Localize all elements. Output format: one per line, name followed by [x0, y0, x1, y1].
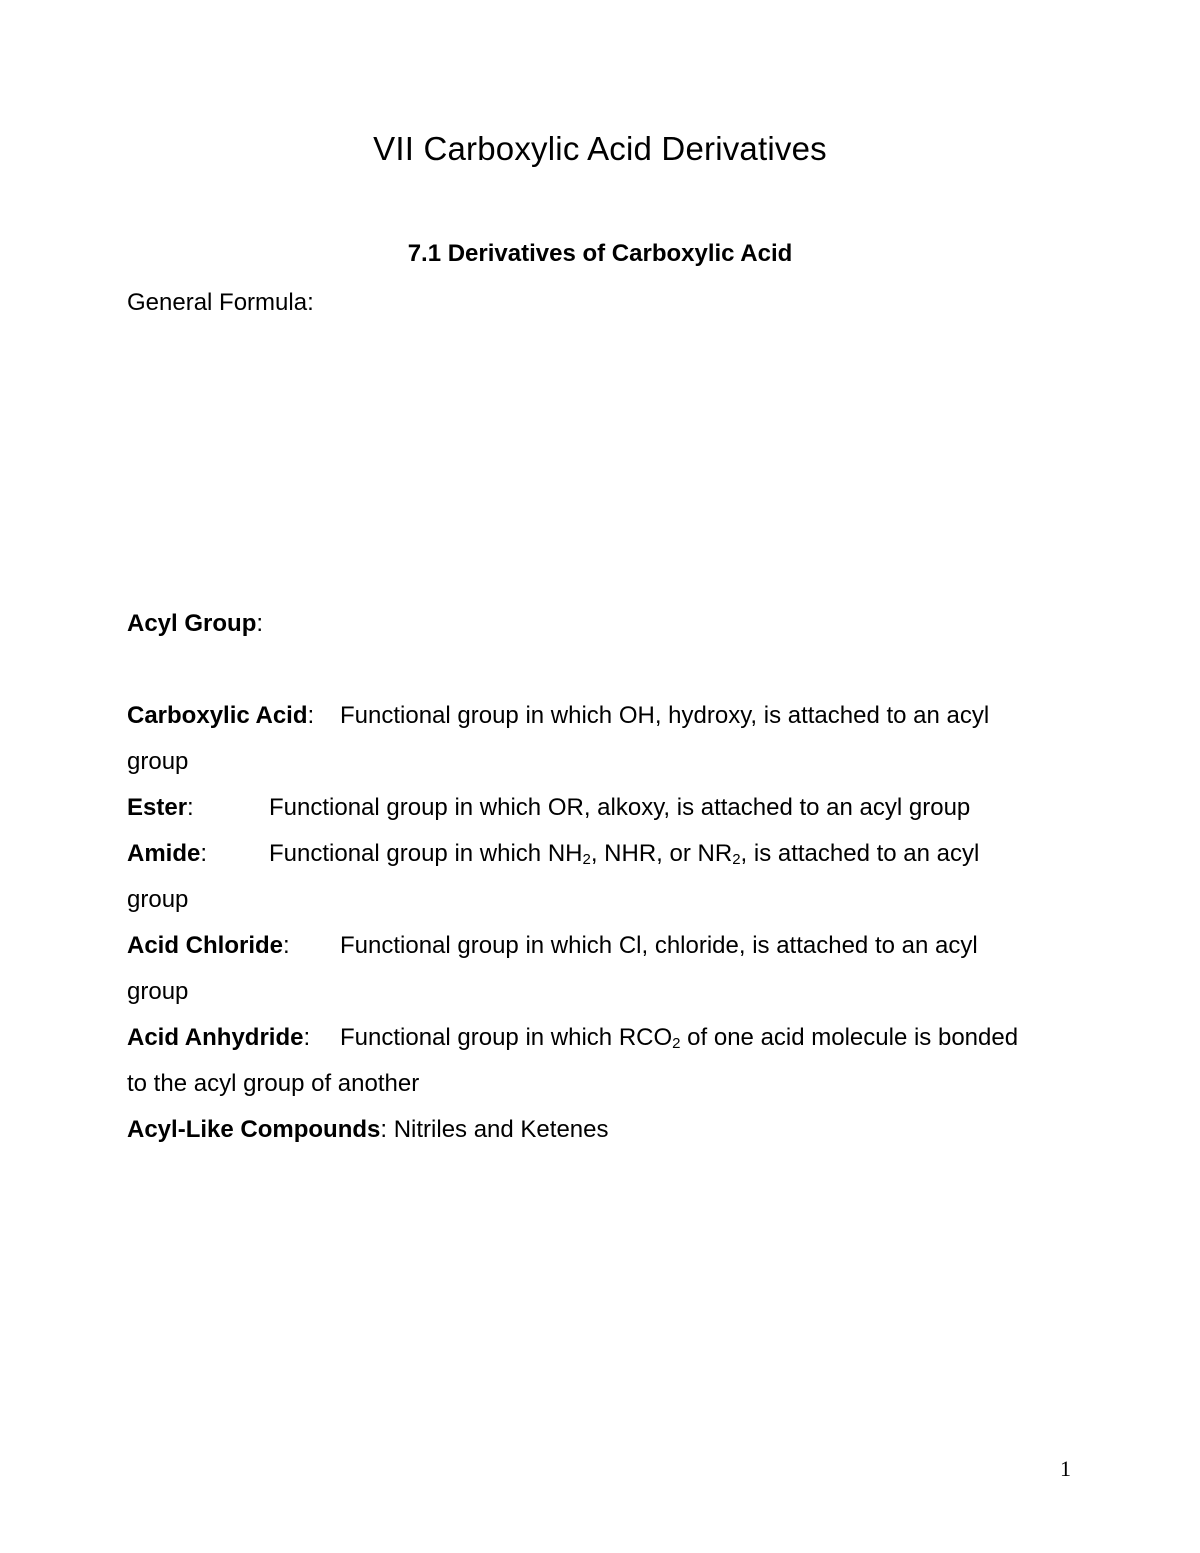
acyl-group-colon: :	[256, 610, 264, 637]
acid-chloride-colon: :	[283, 932, 290, 959]
acid-anhydride-definition-continued: to the acyl group of another	[127, 1070, 420, 1097]
acyl-group-line	[127, 609, 263, 639]
acyl-like-term: Acyl-Like Compounds	[127, 1116, 381, 1143]
amide-line	[127, 839, 1077, 869]
carboxylic-acid-term: Carboxylic Acid	[127, 702, 308, 729]
ester-definition: Functional group in which OR, alkoxy, is attached to an acyl group	[269, 794, 971, 821]
ester-colon: :	[187, 794, 194, 821]
ester-term: Ester	[127, 794, 188, 821]
acid-anhydride-line	[127, 1023, 1077, 1053]
page-title: VII Carboxylic Acid Derivatives	[373, 130, 827, 167]
amide-term: Amide	[127, 840, 201, 867]
amide-definition-part2: , NHR, or NR	[590, 840, 733, 867]
acid-chloride-definition-continued: group	[127, 978, 189, 1005]
acyl-like-definition: Nitriles and Ketenes	[387, 1116, 609, 1143]
acid-chloride-line	[127, 931, 1077, 961]
acyl-like-colon: :	[380, 1116, 388, 1143]
amide-subscript-2: 2	[732, 851, 741, 868]
carboxylic-acid-definition-continued: group	[127, 748, 189, 775]
carboxylic-acid-definition: Functional group in which OH, hydroxy, is attached to an acyl	[340, 702, 990, 729]
acid-chloride-definition: Functional group in which Cl, chloride, is attached to an acyl	[340, 932, 978, 959]
amide-definition-part3: , is attached to an acyl	[740, 840, 980, 867]
page-number: 1	[1060, 1456, 1071, 1481]
acid-anhydride-definition-part2: of one acid molecule is bonded	[680, 1024, 1019, 1051]
amide-subscript-1: 2	[582, 851, 591, 868]
carboxylic-acid-colon: :	[307, 702, 315, 729]
amide-colon: :	[200, 840, 208, 867]
acyl-like-line	[127, 1115, 608, 1145]
general-formula-label: General Formula:	[127, 289, 314, 316]
ester-line	[127, 793, 1077, 823]
acid-anhydride-definition-part1: Functional group in which RCO	[340, 1024, 673, 1051]
section-heading: 7.1 Derivatives of Carboxylic Acid	[407, 240, 793, 267]
acid-chloride-term: Acid Chloride	[127, 932, 284, 959]
amide-definition-continued: group	[127, 886, 189, 913]
acid-anhydride-term: Acid Anhydride	[127, 1024, 304, 1051]
amide-definition-part1: Functional group in which NH	[269, 840, 583, 867]
acid-anhydride-colon: :	[303, 1024, 311, 1051]
acyl-group-term: Acyl Group	[127, 610, 257, 637]
acid-anhydride-subscript: 2	[672, 1035, 681, 1052]
acid-anhydride-definition	[340, 1023, 1018, 1053]
carboxylic-acid-line	[127, 701, 1077, 731]
amide-definition	[269, 839, 979, 869]
